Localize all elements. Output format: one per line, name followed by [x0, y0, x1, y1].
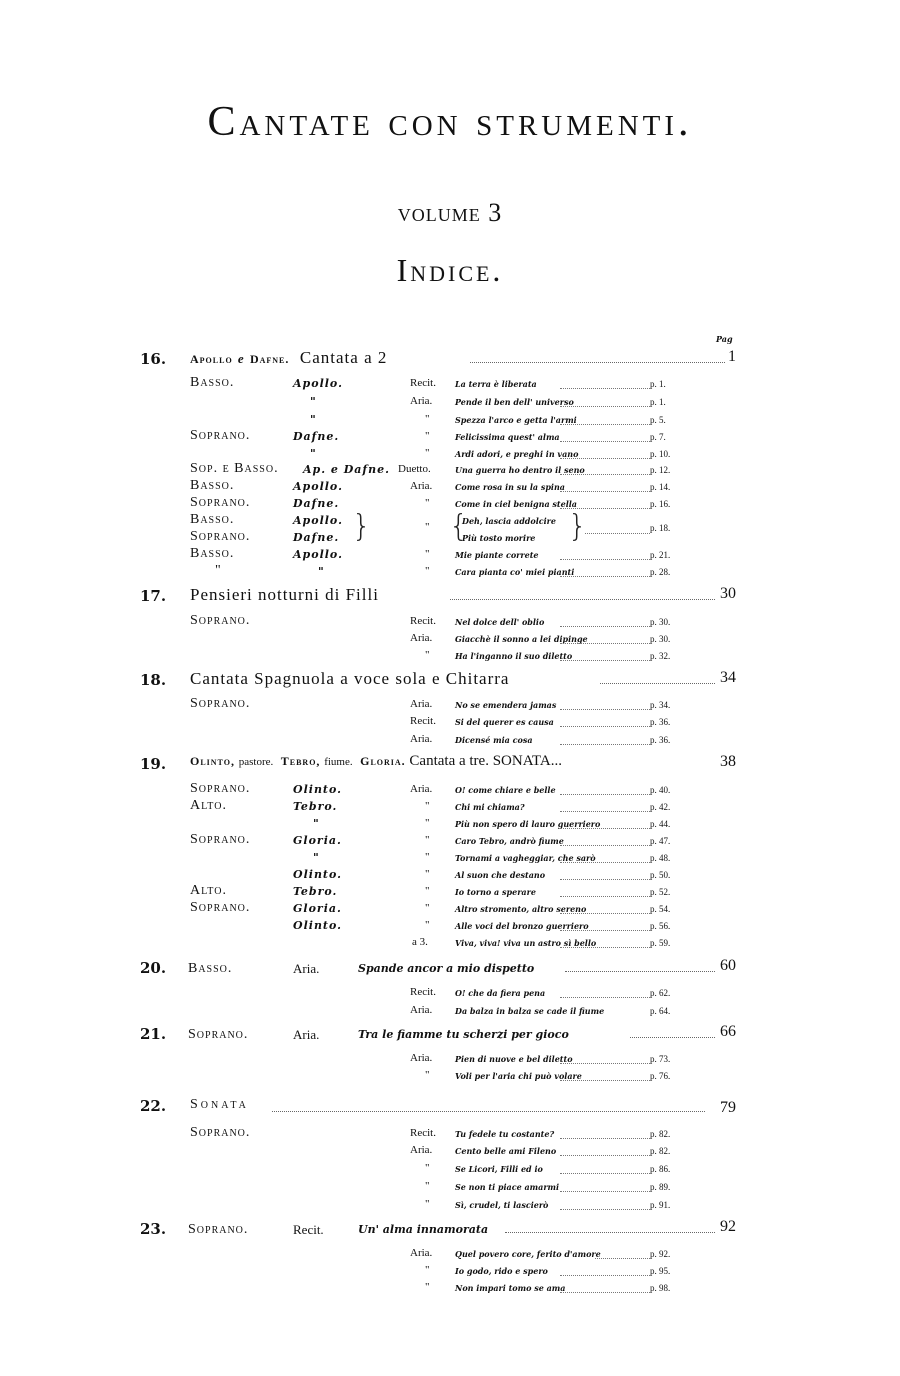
- leader-dots: [470, 362, 725, 363]
- leader-dots: [560, 896, 650, 897]
- role-label: Dafne.: [293, 430, 340, 443]
- leader-dots: [565, 971, 715, 972]
- piece-type: ": [425, 868, 430, 880]
- incipit: Voli per l'aria chi può volare: [455, 1071, 582, 1081]
- entry-page: p. 12.: [650, 465, 671, 475]
- section-number: 17.: [140, 587, 167, 605]
- piece-type: ": [425, 851, 430, 863]
- entry-page: p. 95.: [650, 1266, 671, 1276]
- section-number: 16.: [140, 350, 167, 368]
- incipit: Tra le fiamme tu scherzi per gioco: [358, 1028, 569, 1041]
- incipit: No se emendera jamas: [455, 700, 557, 710]
- voice-label: Soprano.: [190, 832, 251, 847]
- role-label: Tebro.: [293, 885, 338, 898]
- role-label: ": [310, 395, 317, 408]
- section-19-header: [0, 753, 900, 775]
- incipit: Pien di nuove e bel diletto: [455, 1054, 573, 1064]
- entry-row: [0, 1126, 900, 1144]
- entry-row: [0, 884, 900, 902]
- leader-dots: [560, 811, 650, 812]
- entry-page: p. 92.: [650, 1249, 671, 1259]
- section-number: 21.: [140, 1025, 167, 1043]
- leader-dots: [560, 1275, 650, 1276]
- voice-label: Soprano.: [190, 613, 251, 628]
- section-number: 18.: [140, 671, 167, 689]
- incipit: Al suon che destano: [455, 870, 546, 880]
- incipit: Ardi adori, e preghi in vano: [455, 449, 579, 459]
- section-18-header: [0, 669, 900, 691]
- entry-page: p. 47.: [650, 836, 671, 846]
- leader-dots: [560, 626, 650, 627]
- entry-row: [0, 547, 900, 565]
- index-heading: Indice.: [396, 252, 504, 288]
- piece-type: ": [425, 1069, 430, 1081]
- leader-dots: [560, 947, 650, 948]
- piece-type: ": [425, 447, 430, 459]
- leader-dots: [560, 559, 650, 560]
- role-label: ": [318, 565, 325, 578]
- incipit: Deh, lascia addolcire: [462, 516, 556, 526]
- piece-type: Aria.: [410, 1052, 433, 1064]
- leader-dots: [560, 388, 650, 389]
- section-page: 92: [720, 1218, 736, 1235]
- piece-type: ": [425, 800, 430, 812]
- entry-page: p. 86.: [650, 1164, 671, 1174]
- leader-dots: [595, 1258, 650, 1259]
- entry-row: [0, 648, 900, 666]
- entry-row: [0, 799, 900, 817]
- entry-row: [0, 394, 900, 412]
- brace: {: [449, 509, 469, 544]
- piece-type: Recit.: [410, 377, 436, 389]
- leader-dots: [560, 794, 650, 795]
- entry-page: p. 62.: [650, 988, 671, 998]
- incipit: Pende il ben dell' universo: [455, 397, 574, 407]
- entry-row: [0, 412, 900, 430]
- entry-row: [0, 564, 900, 582]
- incipit: Tornami a vagheggiar, che sarò: [455, 853, 596, 863]
- entry-page: p. 5.: [650, 415, 666, 425]
- entry-row: [0, 985, 900, 1003]
- incipit: Più non spero di lauro guerriero: [455, 819, 601, 829]
- entry-page: p. 21.: [650, 550, 671, 560]
- leader-dots: [560, 424, 650, 425]
- incipit: Si del querer es causa: [455, 717, 554, 727]
- entry-page: p. 44.: [650, 819, 671, 829]
- entry-page: p. 16.: [650, 499, 671, 509]
- piece-type: ": [425, 649, 430, 661]
- role-label: ": [310, 413, 317, 426]
- entry-row: [0, 833, 900, 851]
- entry-row: [0, 614, 900, 632]
- piece-type: ": [425, 548, 430, 560]
- section-number: 19.: [140, 755, 167, 773]
- incipit: Alle voci del bronzo guerriero: [455, 921, 589, 931]
- voice-label: Basso.: [190, 375, 235, 390]
- voice-label: Soprano.: [190, 1125, 251, 1140]
- role-label: Ap. e Dafne.: [303, 463, 390, 476]
- incipit: Come in ciel benigna stella: [455, 499, 577, 509]
- entry-row: [0, 918, 900, 936]
- piece-type: Aria.: [293, 961, 320, 976]
- voice-label: Basso.: [190, 546, 235, 561]
- incipit: Quel povero core, ferito d'amore: [455, 1249, 601, 1259]
- leader-dots: [560, 879, 650, 880]
- leader-dots: [560, 1080, 650, 1081]
- role-label: Gloria.: [293, 902, 342, 915]
- voice-label: Basso.: [190, 478, 235, 493]
- entry-row: [0, 1246, 900, 1264]
- leader-dots: [600, 683, 715, 684]
- leader-dots: [560, 1155, 650, 1156]
- voice-label: Soprano.: [190, 529, 251, 544]
- brace: }: [352, 509, 372, 544]
- piece-type: ": [425, 413, 430, 425]
- incipit: Da balza in balza se cade il fiume: [455, 1006, 605, 1016]
- voice-label: Soprano.: [190, 900, 251, 915]
- leader-dots: [560, 1063, 650, 1064]
- leader-dots: [560, 913, 650, 914]
- entry-row: [0, 1003, 900, 1021]
- leader-dots: [560, 1209, 650, 1210]
- volume-label: volume 3: [397, 198, 503, 227]
- entry-row: [0, 429, 900, 447]
- incipit: Se Licori, Filli ed io: [455, 1164, 543, 1174]
- role-label: Gloria.: [293, 834, 342, 847]
- section-number: 20.: [140, 959, 167, 977]
- entry-page: p. 54.: [650, 904, 671, 914]
- role-label: Tebro.: [293, 800, 338, 813]
- piece-type: ": [425, 834, 430, 846]
- leader-dots: [560, 997, 650, 998]
- piece-type: Aria.: [410, 783, 433, 795]
- voice-label: Alto.: [190, 798, 227, 813]
- section-page: 79: [720, 1099, 736, 1116]
- piece-type: ": [425, 902, 430, 914]
- voice-label: Soprano.: [188, 1222, 249, 1237]
- entry-page: p. 42.: [650, 802, 671, 812]
- piece-type: ": [425, 521, 430, 533]
- piece-type: ": [425, 497, 430, 509]
- role-label: Apollo.: [293, 514, 343, 527]
- incipit: Io torno a sperare: [455, 887, 536, 897]
- entry-row: [0, 732, 900, 750]
- piece-type: ": [425, 1180, 430, 1192]
- entry-row: [0, 850, 900, 868]
- piece-type: Aria.: [410, 1247, 433, 1259]
- entry-row: [0, 1197, 900, 1215]
- piece-type: a 3.: [412, 936, 428, 948]
- piece-type: ": [425, 1198, 430, 1210]
- piece-type: Recit.: [410, 715, 436, 727]
- incipit: Sì, crudel, ti lascierò: [455, 1200, 549, 1210]
- incipit: Viva, viva! viva un astro sì bello: [455, 938, 597, 948]
- section-number: 22.: [140, 1097, 167, 1115]
- piece-type: Duetto.: [398, 463, 431, 475]
- piece-type: Recit.: [293, 1222, 324, 1237]
- entry-row: [0, 530, 900, 548]
- role-label: Dafne.: [293, 531, 340, 544]
- piece-type: Recit.: [410, 986, 436, 998]
- incipit: O! come chiare e belle: [455, 785, 556, 795]
- piece-type: Aria.: [410, 698, 433, 710]
- section-page: 38: [720, 753, 736, 770]
- leader-dots: [560, 845, 650, 846]
- incipit: Felicissima quest' alma: [455, 432, 560, 442]
- entry-page: p. 10.: [650, 449, 671, 459]
- role-label: ": [313, 851, 320, 864]
- entry-page: p. 36.: [650, 717, 671, 727]
- incipit: Se non ti piace amarmi: [455, 1182, 560, 1192]
- entry-row: [0, 935, 900, 953]
- entry-row: [0, 1068, 900, 1086]
- voice-label: Alto.: [190, 883, 227, 898]
- section-20-header: [0, 957, 900, 979]
- incipit: Spande ancor a mio dispetto: [358, 962, 535, 975]
- entry-page: p. 40.: [650, 785, 671, 795]
- entry-row: [0, 1179, 900, 1197]
- piece-type: Aria.: [410, 632, 433, 644]
- entry-page: p. 32.: [650, 651, 671, 661]
- role-label: Dafne.: [293, 497, 340, 510]
- voice-label: Sop. e Basso.: [190, 461, 279, 476]
- piece-type: Aria.: [410, 1004, 433, 1016]
- role-label: ": [310, 447, 317, 460]
- incipit: Mie piante correte: [455, 550, 539, 560]
- section-page: 60: [720, 957, 736, 974]
- incipit: Più tosto morire: [462, 533, 536, 543]
- leader-dots: [560, 643, 650, 644]
- entry-page: p. 1.: [650, 397, 666, 407]
- incipit: Dicensé mia cosa: [455, 735, 533, 745]
- piece-type: Aria.: [410, 395, 433, 407]
- incipit: Altro stromento, altro sereno: [455, 904, 587, 914]
- leader-dots: [560, 1292, 650, 1293]
- incipit: Tu fedele tu costante?: [455, 1129, 555, 1139]
- entry-page: p. 89.: [650, 1182, 671, 1192]
- role-label: Apollo.: [293, 548, 343, 561]
- entry-row: [0, 479, 900, 497]
- role-label: Apollo.: [293, 377, 343, 390]
- entry-page: p. 50.: [650, 870, 671, 880]
- section-number: 23.: [140, 1220, 167, 1238]
- entry-page: p. 52.: [650, 887, 671, 897]
- piece-type: ": [425, 1162, 430, 1174]
- entry-page: p. 98.: [650, 1283, 671, 1293]
- leader-dots: [560, 744, 650, 745]
- brace: }: [568, 509, 588, 544]
- leader-dots: [560, 709, 650, 710]
- entry-row: [0, 1263, 900, 1281]
- incipit: Una guerra ho dentro il seno: [455, 465, 585, 475]
- entry-page: p. 56.: [650, 921, 671, 931]
- leader-dots: [560, 726, 650, 727]
- leader-dots: [630, 1037, 715, 1038]
- section-17-header: [0, 585, 900, 607]
- leader-dots: [560, 474, 650, 475]
- leader-dots: [450, 599, 715, 600]
- entry-row: [0, 714, 900, 732]
- role-label: Olinto.: [293, 783, 342, 796]
- leader-dots: [560, 458, 650, 459]
- incipit: Ha l'inganno il suo diletto: [455, 651, 573, 661]
- entry-page: p. 91.: [650, 1200, 671, 1210]
- piece-type: Recit.: [410, 1127, 436, 1139]
- entry-row: [0, 816, 900, 834]
- piece-type: ": [425, 885, 430, 897]
- entry-page: p. 34.: [650, 700, 671, 710]
- incipit: Come rosa in su la spina: [455, 482, 565, 492]
- entry-row: [0, 782, 900, 800]
- entry-row: [0, 1143, 900, 1161]
- leader-dots: [560, 1138, 650, 1139]
- section-title: Olinto, pastore. Tebro, fiume. Gloria. Cantata a tre. SONATA...: [190, 753, 562, 769]
- piece-type: ": [425, 565, 430, 577]
- entry-row: [0, 1161, 900, 1179]
- entry-page: p. 14.: [650, 482, 671, 492]
- incipit: Nel dolce dell' oblio: [455, 617, 545, 627]
- entry-page: p. 73.: [650, 1054, 671, 1064]
- leader-dots: [505, 1232, 715, 1233]
- section-21-header: [0, 1023, 900, 1045]
- voice-label: Soprano.: [190, 696, 251, 711]
- section-title: Sonata: [190, 1097, 249, 1112]
- incipit: Io godo, rido e spero: [455, 1266, 548, 1276]
- incipit: Chi mi chiama?: [455, 802, 525, 812]
- entry-row: [0, 697, 900, 715]
- leader-dots: [560, 441, 650, 442]
- voice-label: Soprano.: [188, 1027, 249, 1042]
- leader-dots: [560, 828, 650, 829]
- piece-type: ": [425, 1264, 430, 1276]
- piece-type: ": [425, 430, 430, 442]
- role-label: Olinto.: [293, 919, 342, 932]
- entry-row: [0, 462, 900, 480]
- entry-row: [0, 631, 900, 649]
- section-title: Cantata Spagnuola a voce sola e Chitarra: [190, 669, 510, 688]
- entry-page: p. 82.: [650, 1129, 671, 1139]
- role-label: Olinto.: [293, 868, 342, 881]
- section-16-header: [0, 348, 900, 370]
- section-page: 66: [720, 1023, 736, 1040]
- entry-page: p. 64.: [650, 1006, 671, 1016]
- incipit: Caro Tebro, andrò fiume: [455, 836, 564, 846]
- leader-dots: [560, 406, 650, 407]
- entry-row: [0, 867, 900, 885]
- entry-page: p. 18.: [650, 523, 671, 533]
- incipit: La terra è liberata: [455, 379, 537, 389]
- entry-page: p. 7.: [650, 432, 666, 442]
- page-column-label: Pag: [716, 334, 733, 344]
- piece-type: ": [425, 1281, 430, 1293]
- section-title: Pensieri notturni di Filli: [190, 585, 379, 604]
- section-22-header: [0, 1099, 900, 1117]
- voice-label: Soprano.: [190, 428, 251, 443]
- piece-type: Aria.: [410, 480, 433, 492]
- role-label: Apollo.: [293, 480, 343, 493]
- role-label: ": [313, 817, 320, 830]
- section-title: Apollo e Dafne. Cantata a 2: [190, 348, 388, 367]
- voice-label: Basso.: [190, 512, 235, 527]
- entry-page: p. 1.: [650, 379, 666, 389]
- voice-label: Soprano.: [190, 781, 251, 796]
- entry-page: p. 82.: [650, 1146, 671, 1156]
- leader-dots: [560, 862, 650, 863]
- entry-row: [0, 376, 900, 394]
- entry-page: p. 30.: [650, 634, 671, 644]
- entry-page: p. 36.: [650, 735, 671, 745]
- section-23-header: [0, 1218, 900, 1240]
- entry-page: p. 48.: [650, 853, 671, 863]
- leader-dots: [560, 1173, 650, 1174]
- voice-label: Basso.: [188, 961, 233, 976]
- section-page: 30: [720, 585, 736, 602]
- incipit: O! che da fiera pena: [455, 988, 546, 998]
- section-page: 1: [728, 348, 736, 365]
- leader-dots: [560, 660, 650, 661]
- entry-page: p. 76.: [650, 1071, 671, 1081]
- entry-row: [0, 1280, 900, 1298]
- piece-type: Aria.: [410, 733, 433, 745]
- leader-dots: [560, 1191, 650, 1192]
- piece-type: ": [425, 817, 430, 829]
- entry-page: p. 59.: [650, 938, 671, 948]
- incipit: Giacchè il sonno a lei dipinge: [455, 634, 588, 644]
- piece-type: Aria.: [410, 1144, 433, 1156]
- entry-row: [0, 901, 900, 919]
- incipit: Spezza l'arco e getta l'armi: [455, 415, 577, 425]
- entry-row: [0, 1051, 900, 1069]
- entry-page: p. 30.: [650, 617, 671, 627]
- piece-type: ": [425, 919, 430, 931]
- leader-dots: [272, 1111, 705, 1112]
- piece-type: Recit.: [410, 615, 436, 627]
- leader-dots: [560, 491, 650, 492]
- leader-dots: [560, 576, 650, 577]
- leader-dots: [560, 930, 650, 931]
- section-page: 34: [720, 669, 736, 686]
- incipit: Cento belle ami Fileno: [455, 1146, 557, 1156]
- incipit: Un' alma innamorata: [358, 1223, 489, 1236]
- incipit: Non impari tomo se ama: [455, 1283, 566, 1293]
- voice-label: ": [215, 563, 222, 578]
- page-title: Cantate con strumenti.: [207, 99, 693, 145]
- piece-type: Aria.: [293, 1027, 320, 1042]
- incipit: Cara pianta co' miei pianti: [455, 567, 575, 577]
- voice-label: Soprano.: [190, 495, 251, 510]
- entry-page: p. 28.: [650, 567, 671, 577]
